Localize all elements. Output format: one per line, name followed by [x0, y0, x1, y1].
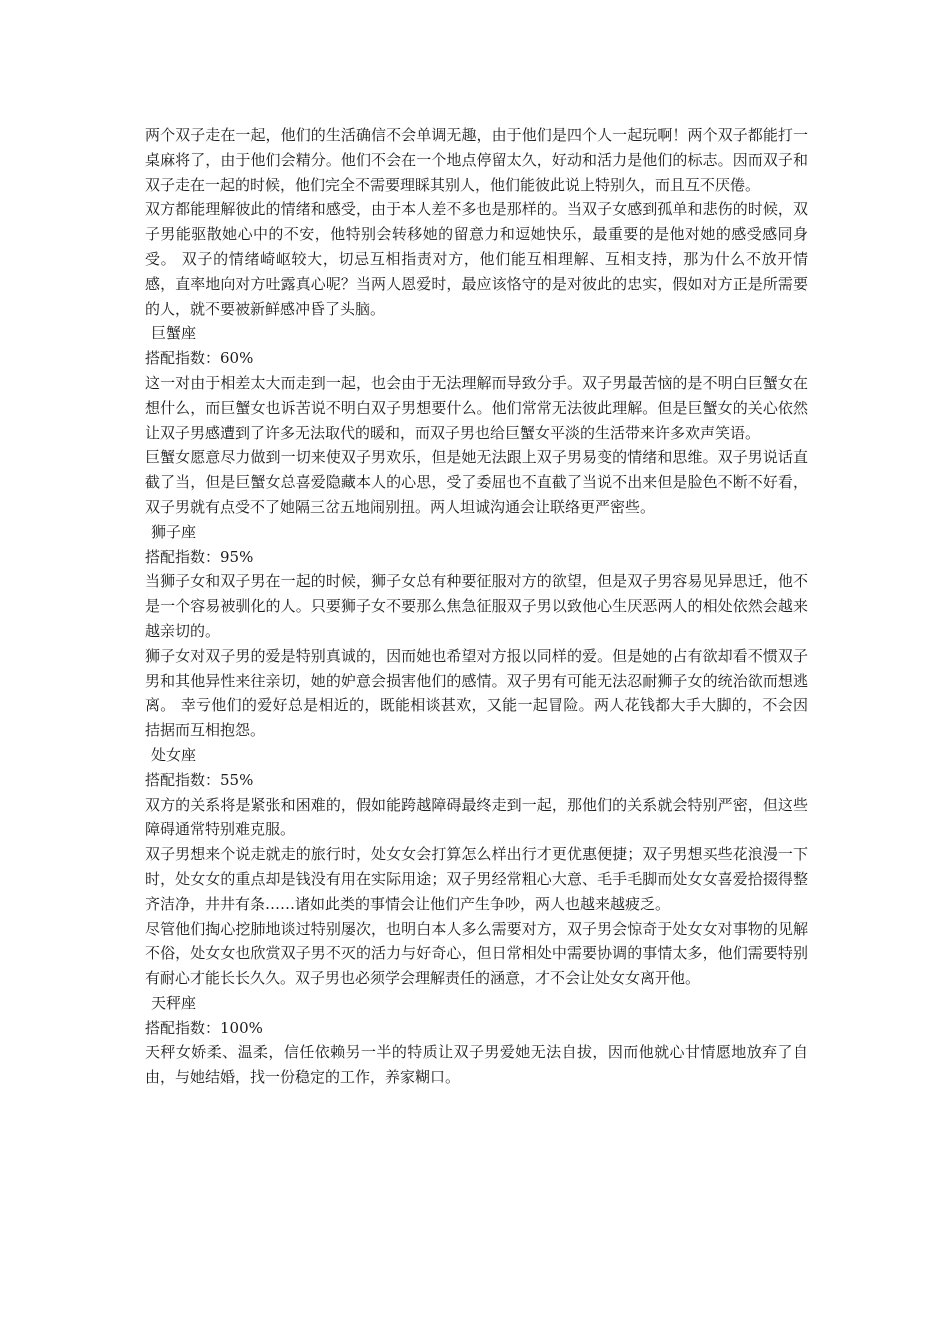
document-body	[145, 123, 808, 1090]
match-index-libra: 搭配指数：100%	[145, 1018, 263, 1037]
paragraph-virgo-3: 尽管他们掏心挖肺地谈过特别屡次，也明白本人多么需要对方，双子男会惊奇于处女女对事物的见解不俗，处女女也欣赏双子男不灭的活力与好奇心，但日常相处中需要协调的事情太多，他们需要特别有耐心才能长长久久。双子男也必须学会理解责任的涵意，才不会让处女女离开他。	[145, 919, 808, 988]
paragraph-twins-intro: 两个双子走在一起，他们的生活确信不会单调无趣，由于他们是四个人一起玩啊！两个双子都能打一桌麻将了，由于他们会精分。他们不会在一个地点停留太久，好动和活力是他们的标志。因而双子和双子走在一起的时候，他们完全不需要理睬其别人，他们能彼此说上特别久，而且互不厌倦。	[145, 126, 808, 194]
paragraph-leo-2: 狮子女对双子男的爱是特别真诚的，因而她也希望对方报以同样的爱。但是她的占有欲却看不惯双子男和其他异性来往亲切，她的妒意会损害他们的感情。双子男有可能无法忍耐狮子女的统治欲而想逃离。 幸亏他们的爱好总是相近的，既能相谈甚欢，又能一起冒险。两人花钱都大手大脚的，不会因拮据而互相抱怨。	[145, 646, 808, 740]
paragraph-virgo-1: 双方的关系将是紧张和困难的，假如能跨越障碍最终走到一起，那他们的关系就会特别严密，但这些障碍通常特别难克服。	[145, 795, 808, 839]
section-heading-leo: 狮子座	[151, 522, 197, 541]
section-heading-libra: 天秤座	[151, 993, 197, 1012]
section-heading-virgo: 处女座	[151, 745, 197, 764]
paragraph-cancer-2: 巨蟹女愿意尽力做到一切来使双子男欢乐，但是她无法跟上双子男易变的情绪和思维。双子男说话直截了当，但是巨蟹女总喜爱隐藏本人的心思，受了委屈也不直截了当说不出来但是脸色不断不好看，双子男就有点受不了她隔三岔五地闹别扭。两人坦诚沟通会让联络更严密些。	[145, 448, 808, 516]
match-index-leo: 搭配指数：95%	[145, 547, 254, 566]
match-index-cancer: 搭配指数：60%	[145, 349, 254, 368]
paragraph-libra-1: 天秤女娇柔、温柔，信任依赖另一半的特质让双子男爱她无法自拔，因而他就心甘情愿地放弃了自由，与她结婚，找一份稳定的工作，养家糊口。	[145, 1043, 808, 1087]
section-heading-cancer: 巨蟹座	[151, 324, 197, 343]
paragraph-twins-feelings: 双方都能理解彼此的情绪和感受，由于本人差不多也是那样的。当双子女感到孤单和悲伤的时候，双子男能驱散她心中的不安，他特别会转移她的留意力和逗她快乐，最重要的是他对她的感受感同身受。 双子的情绪崎岖较大，切忌互相指责对方，他们能互相理解、互相支持，那为什么不放开情感，直率地向对方吐露真心呢？当两人恩爱时，最应该恪守的是对彼此的忠实，假如对方正是所需要的人，就不要被新鲜感冲昏了头脑。	[145, 200, 808, 318]
paragraph-leo-1: 当狮子女和双子男在一起的时候，狮子女总有种要征服对方的欲望，但是双子男容易见异思迁，他不是一个容易被驯化的人。只要狮子女不要那么焦急征服双子男以致他心生厌恶两人的相处依然会越来越亲切的。	[145, 572, 808, 640]
paragraph-cancer-1: 这一对由于相差太大而走到一起，也会由于无法理解而导致分手。双子男最苦恼的是不明白巨蟹女在想什么，而巨蟹女也诉苦说不明白双子男想要什么。他们常常无法彼此理解。但是巨蟹女的关心依然让双子男感遭到了许多无法取代的暖和，而双子男也给巨蟹女平淡的生活带来许多欢声笑语。	[145, 373, 808, 442]
paragraph-virgo-2: 双子男想来个说走就走的旅行时，处女女会打算怎么样出行才更优惠便捷；双子男想买些花浪漫一下时，处女女的重点却是钱没有用在实际用途；双子男经常粗心大意、毛手毛脚而处女女喜爱拾掇得整齐洁净，井井有条……诸如此类的事情会让他们产生争吵，两人也越来越疲乏。	[145, 845, 808, 913]
match-index-virgo: 搭配指数：55%	[145, 770, 254, 789]
